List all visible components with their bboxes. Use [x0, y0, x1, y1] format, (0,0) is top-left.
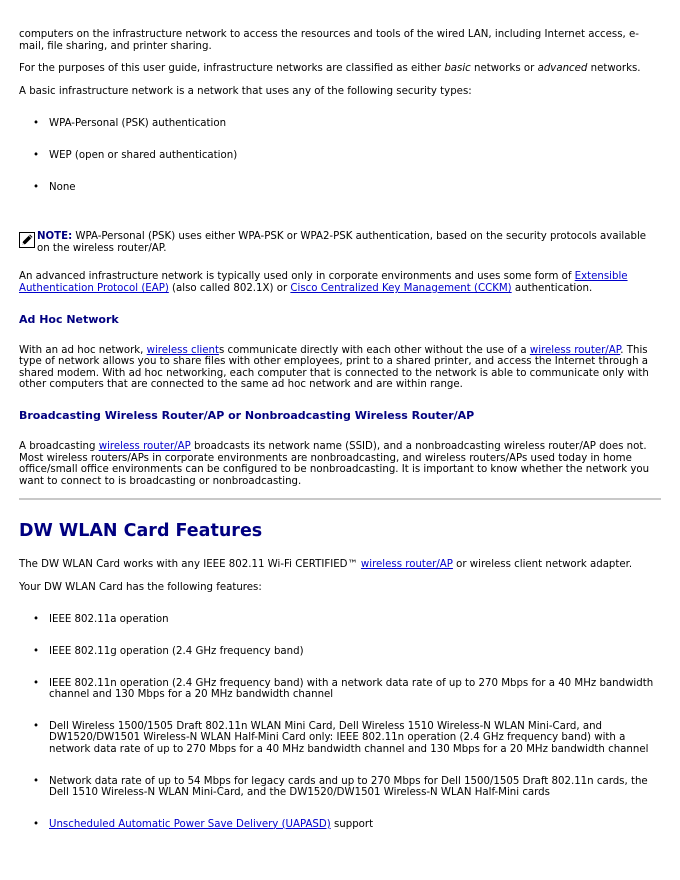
- intro-paragraph: computers on the infrastructure network to access the resources and tools of the wired LAN, including Internet access, e-mail, file sharing, and printer sharing.: [19, 29, 639, 52]
- list-item: • IEEE 802.11a operation: [33, 614, 169, 626]
- wireless-router-link[interactable]: wireless router/AP: [360, 559, 453, 571]
- features-list-intro: Your DW WLAN Card has the following features:: [19, 581, 262, 593]
- bullet: •: [33, 646, 40, 658]
- eap-link[interactable]: Extensible Authentication Protocol (EAP): [19, 271, 628, 294]
- list-item: • Network data rate of up to 54 Mbps for legacy cards and up to 270 Mbps for Dell 1500/1505 Draft 802.11n cards, the Dell 1510 Wireless-N WLAN Mini-Card, and the DW1520/DW1501 Wireless-N WLAN Half-Mini cards: [33, 775, 648, 799]
- features-heading: DW WLAN Card Features: [19, 521, 263, 542]
- bullet: •: [33, 614, 40, 626]
- basic-network-paragraph: A basic infrastructure network is a network that uses any of the following security types:: [19, 85, 472, 97]
- ad-hoc-paragraph: With an ad hoc network, wireless clients communicate directly with each other without the use of a wireless router/AP. This type of network allows you to share files with other employees, print to a shared printer, and access the Internet through a shared modem. With ad hoc networking, each computer that is connected to the network is able to communicate only with other computers that are connected to the same ad hoc network and are within range.: [19, 344, 649, 391]
- list-item: • WPA-Personal (PSK) authentication: [33, 118, 227, 130]
- cckm-link[interactable]: Cisco Centralized Key Management (CCKM): [290, 282, 512, 294]
- bullet: •: [33, 181, 40, 193]
- bullet: •: [33, 720, 40, 732]
- broadcasting-paragraph: A broadcasting wireless router/AP broadcasts its network name (SSID), and a nonbroadcasting wireless router/AP does not. Most wireless routers/APs in corporate environments are nonbroadcasting, and wireless routers/APs used today in home office/small office environments can be configured to be nonbroadcasting. It is important to know whether the network you want to connect to is broadcasting or nonbroadcasting.: [19, 440, 650, 487]
- uapsd-link[interactable]: Unscheduled Automatic Power Save Delivery (UAPASD): [49, 818, 331, 830]
- security-types-list: [19, 118, 661, 193]
- features-list: [19, 614, 661, 830]
- wireless-client-link[interactable]: wireless client: [146, 344, 219, 356]
- bullet: •: [33, 775, 40, 787]
- section-divider: [19, 498, 661, 500]
- features-intro-paragraph: The DW WLAN Card works with any IEEE 802.11 Wi-Fi CERTIFIED™ wireless router/AP or wireless client network adapter.: [19, 559, 633, 571]
- note-label: NOTE:: [37, 231, 73, 243]
- list-item: • IEEE 802.11n operation (2.4 GHz frequency band) with a network data rate of up to 270 Mbps for a 40 MHz bandwidth channel and 130 Mbps for a 20 MHz bandwidth channel: [33, 677, 654, 701]
- ad-hoc-heading: Ad Hoc Network: [19, 312, 119, 326]
- advanced-network-paragraph: An advanced infrastructure network is typically used only in corporate environments and uses some form of Extensible Authentication Protocol (EAP) (also called 802.1X) or Cisco Centralized Key Management (CCKM) authentication.: [19, 271, 628, 294]
- note-box: [19, 231, 661, 254]
- list-item: • WEP (open or shared authentication): [33, 149, 238, 161]
- wireless-router-link[interactable]: wireless router/AP: [98, 440, 191, 452]
- basic-term: basic: [444, 63, 471, 75]
- bullet: •: [33, 149, 40, 161]
- classification-paragraph: For the purposes of this user guide, infrastructure networks are classified as either basic networks or advanced networks.: [19, 63, 641, 75]
- list-item: • IEEE 802.11g operation (2.4 GHz frequency band): [33, 646, 304, 658]
- list-item: • Dell Wireless 1500/1505 Draft 802.11n WLAN Mini Card, Dell Wireless 1510 Wireless-N WLAN Mini-Card, and DW1520/DW1501 Wireless-N WLAN Half-Mini Card only: IEEE 802.11n operation (2.4 GHz frequency band) with a network data rate of up to 270 Mbps for a 40 MHz bandwidth channel and 130 Mbps for a 20 MHz bandwidth channel: [33, 720, 649, 756]
- broadcasting-heading: Broadcasting Wireless Router/AP or Nonbroadcasting Wireless Router/AP: [19, 408, 475, 422]
- note-pencil-icon: [19, 232, 35, 248]
- list-item: • Unscheduled Automatic Power Save Delivery (UAPASD) support: [33, 818, 374, 830]
- bullet: •: [33, 677, 40, 689]
- wireless-router-link[interactable]: wireless router/AP: [529, 344, 621, 356]
- list-item: • None: [33, 181, 76, 193]
- bullet: •: [33, 818, 40, 830]
- bullet: •: [33, 118, 40, 130]
- advanced-term: advanced: [537, 63, 588, 75]
- note-text: WPA-Personal (PSK) uses either WPA-PSK or WPA2-PSK authentication, based on the security protocols available on the wireless router/AP.: [37, 231, 647, 254]
